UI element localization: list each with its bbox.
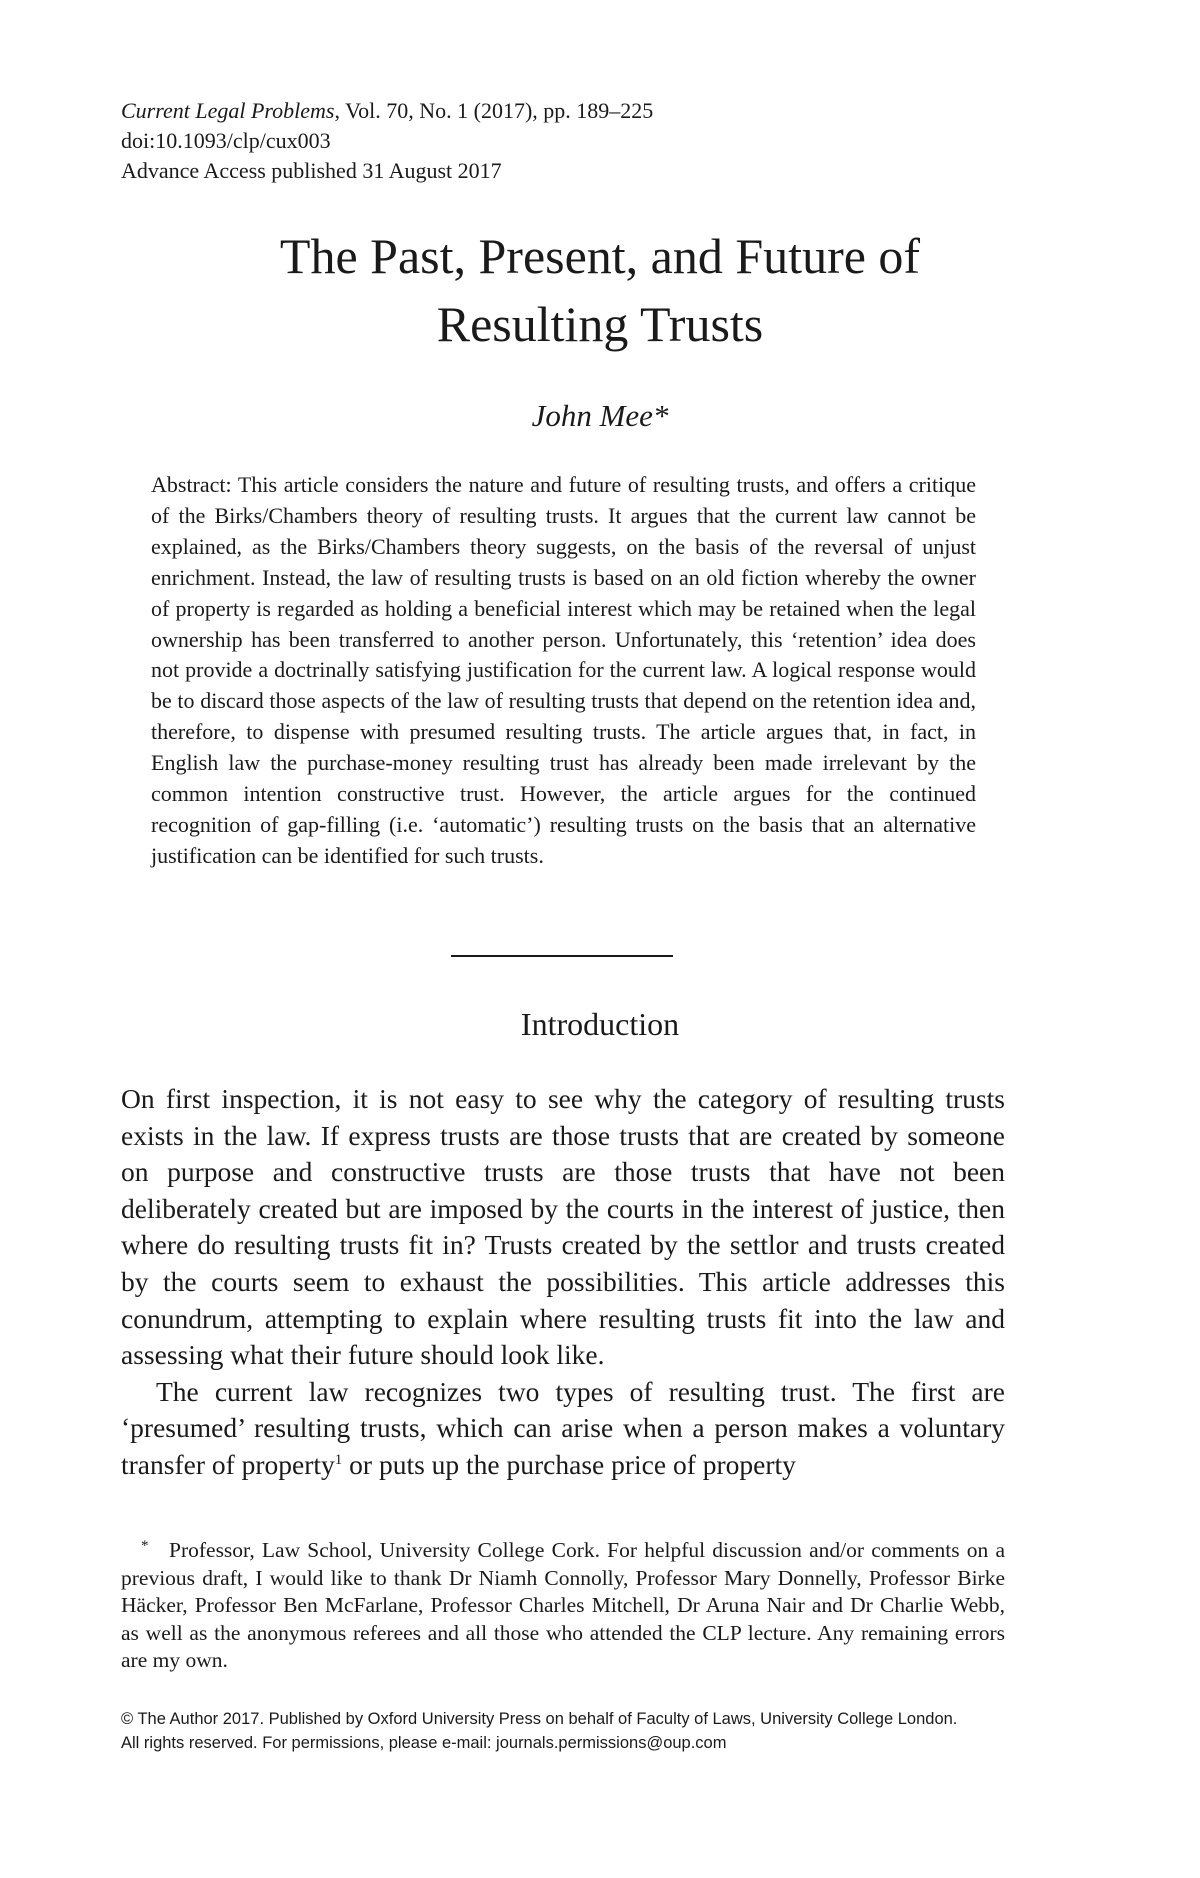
paragraph-2-end: or puts up the purchase price of property — [342, 1448, 796, 1480]
paragraph-2 — [121, 1374, 1005, 1484]
article-title — [100, 222, 1100, 358]
footnote — [121, 1537, 1005, 1675]
author-name: John Mee* — [531, 398, 669, 433]
abstract: Abstract: This article considers the nature and future of resulting trusts, and offers a critique of the Birks/Chambers theory of resulting trusts. It argues that the current law cannot be explained, as the Birks/Chambers theory suggests, on the basis of the reversal of unjust enrichment. Instead, the law of resulting trusts is based on an old fiction whereby the owner of property is regarded as holding a beneficial interest which may be retained when the legal ownership has been transferred to another person. Unfortunately, this ‘retention’ idea does not provide a doctrinally satisfying justification for the current law. A logical response would be to discard those aspects of the law of resulting trusts that depend on the retention idea and, therefore, to dispense with presumed resulting trusts. The article argues that, in fact, in English law the purchase-money resulting trust has already been made irrelevant by the common intention constructive trust. However, the article argues for the continued recognition of gap-filling (i.e. ‘automatic’) resulting trusts on the basis that an alternative justification can be identified for such trusts. — [151, 472, 976, 868]
copyright-notice — [121, 1707, 1005, 1755]
paragraph-2-start: The current law recognizes two types of resulting trust. The first are ‘presumed’ resulting trusts, which can arise when a person makes a voluntary transfer of property — [121, 1375, 1005, 1480]
footnote-reference[interactable]: 1 — [334, 1451, 343, 1468]
copyright-line-2: All rights reserved. For permissions, please e-mail: journals.permissions@oup.com — [121, 1734, 727, 1752]
footnote-text: Professor, Law School, University College Cork. For helpful discussion and/or comments on a previous draft, I would like to thank Dr Niamh Connolly, Professor Mary Donnelly, Professor Birke Häcker, Professor Ben McFarlane, Professor Charles Mitchell, Dr Aruna Nair and Dr Charlie Webb, as well as the anonymous referees and all those who attended the CLP lecture. Any remaining errors are my own. — [121, 1538, 1005, 1672]
footnote-marker: * — [141, 1538, 149, 1554]
advance-access-line: Advance Access published 31 August 2017 — [121, 158, 502, 183]
copyright-line-1: © The Author 2017. Published by Oxford University Press on behalf of Faculty of Laws, University College London. — [121, 1710, 958, 1728]
paragraph-1: On first inspection, it is not easy to see why the category of resulting trusts exists in the law. If express trusts are those trusts that are created by someone on purpose and constructive trusts are those trusts that have not been deliberately created but are imposed by the courts in the interest of justice, then where do resulting trusts fit in? Trusts created by the settlor and trusts created by the courts seem to exhaust the possibilities. This article addresses this conundrum, attempting to explain where resulting trusts fit into the law and assessing what their future should look like. — [121, 1083, 1005, 1371]
citation-details: , Vol. 70, No. 1 (2017), pp. 189–225 — [334, 98, 654, 123]
journal-name: Current Legal Problems — [121, 98, 335, 123]
doi-line: doi:10.1093/clp/cux003 — [121, 128, 331, 153]
article-header — [121, 96, 1021, 186]
title-line-1: The Past, Present, and Future of — [279, 228, 921, 284]
title-line-2: Resulting Trusts — [436, 296, 764, 352]
body-text — [121, 1081, 1005, 1484]
section-heading: Introduction — [520, 1006, 680, 1042]
separator-rule — [451, 955, 673, 957]
citation-line — [121, 96, 1021, 126]
